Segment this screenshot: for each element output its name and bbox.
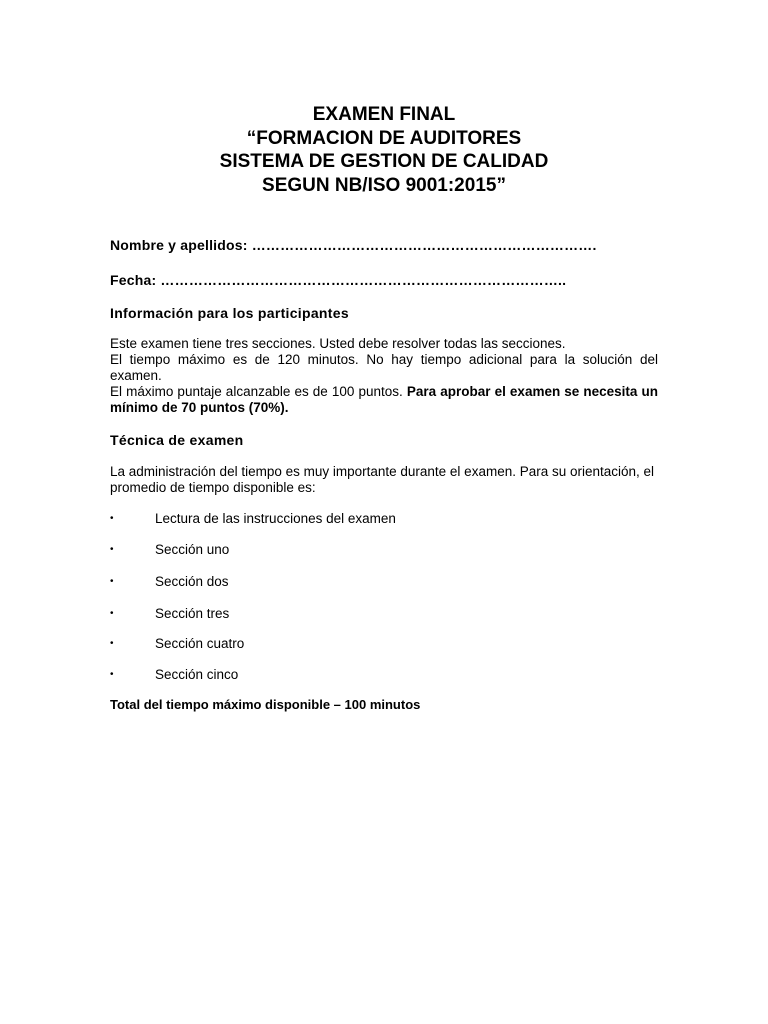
exam-title bbox=[0, 103, 768, 197]
technique-heading: Técnica de examen bbox=[110, 432, 244, 448]
info-line-3-normal: El máximo puntaje alcanzable es de 100 puntos. bbox=[110, 384, 407, 399]
title-line-3: SISTEMA DE GESTION DE CALIDAD bbox=[219, 151, 549, 172]
info-line-3-bold: Para aprobar el examen se necesita un mínimo de 70 puntos (70%). bbox=[110, 384, 659, 415]
technique-paragraph-text: La administración del tiempo es muy importante durante el examen. Para su orientación, el promedio de tiempo disponible es: bbox=[110, 464, 655, 495]
list-item-text: Sección uno bbox=[155, 542, 230, 557]
date-field: Fecha: ………………………………………………………………………….. bbox=[110, 272, 567, 288]
title-line-4: SEGUN NB/ISO 9001:2015” bbox=[262, 174, 506, 196]
bullet-icon: • bbox=[110, 638, 114, 649]
bullet-icon: • bbox=[110, 544, 114, 555]
bullet-icon: • bbox=[110, 576, 114, 587]
bullet-icon: • bbox=[110, 608, 114, 619]
info-line-2: El tiempo máximo es de 120 minutos. No hay tiempo adicional para la solución del examen. bbox=[110, 352, 658, 383]
list-item-text: Sección cuatro bbox=[155, 636, 245, 651]
list-item-text: Lectura de las instrucciones del examen bbox=[155, 511, 396, 526]
list-item-text: Sección cinco bbox=[155, 667, 239, 682]
info-line-3 bbox=[110, 384, 658, 416]
info-paragraph bbox=[110, 336, 658, 416]
total-time: Total del tiempo máximo disponible – 100 minutos bbox=[110, 697, 421, 712]
bullet-icon: • bbox=[110, 513, 114, 524]
technique-paragraph bbox=[110, 464, 658, 496]
name-field: Nombre y apellidos: ………………………………………………………………. bbox=[110, 237, 597, 253]
info-heading: Información para los participantes bbox=[110, 305, 349, 321]
bullet-icon: • bbox=[110, 669, 114, 680]
list-item-text: Sección tres bbox=[155, 606, 230, 621]
title-line-2: “FORMACION DE AUDITORES bbox=[246, 127, 522, 149]
title-line-1: EXAMEN FINAL bbox=[312, 104, 456, 125]
info-line-1: Este examen tiene tres secciones. Usted debe resolver todas las secciones. bbox=[110, 336, 566, 351]
list-item-text: Sección dos bbox=[155, 574, 229, 589]
